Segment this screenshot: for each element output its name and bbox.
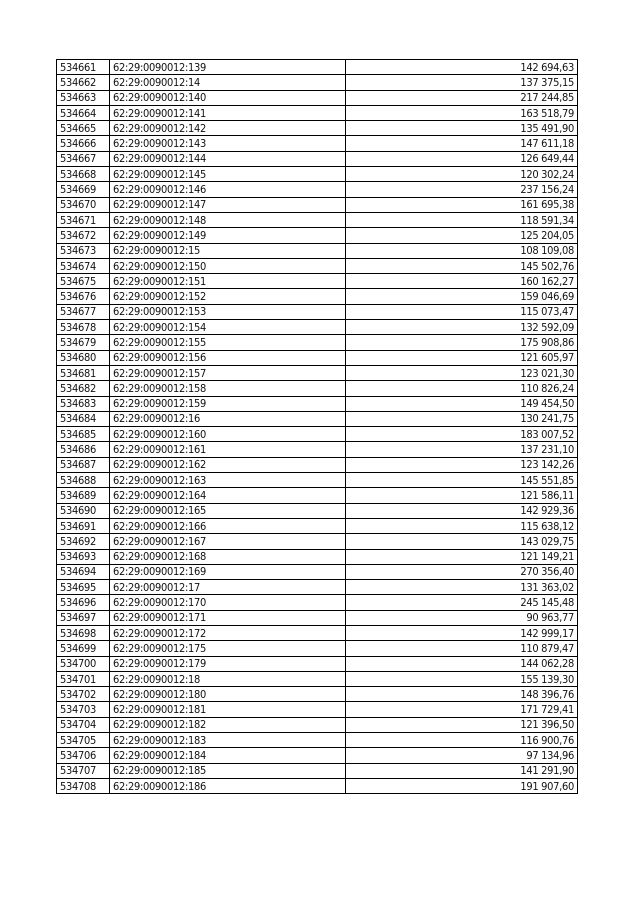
row-number: 534686 [57, 442, 110, 457]
cadastral-value: 143 029,75 [346, 534, 578, 549]
table-row [57, 136, 578, 151]
cadastral-number: 62:29:0090012:165 [110, 503, 346, 518]
row-number: 534663 [57, 90, 110, 105]
table-row [57, 564, 578, 579]
table-row [57, 687, 578, 702]
cadastral-value: 171 729,41 [346, 702, 578, 717]
cadastral-value: 191 907,60 [346, 778, 578, 793]
cadastral-number: 62:29:0090012:139 [110, 60, 346, 75]
row-number: 534698 [57, 625, 110, 640]
cadastral-number: 62:29:0090012:184 [110, 748, 346, 763]
table-row [57, 580, 578, 595]
cadastral-value: 121 396,50 [346, 717, 578, 732]
cadastral-value: 217 244,85 [346, 90, 578, 105]
row-number: 534678 [57, 320, 110, 335]
cadastral-number: 62:29:0090012:171 [110, 610, 346, 625]
cadastral-number: 62:29:0090012:152 [110, 289, 346, 304]
row-number: 534708 [57, 778, 110, 793]
cadastral-number: 62:29:0090012:15 [110, 243, 346, 258]
cadastral-value: 144 062,28 [346, 656, 578, 671]
cadastral-number: 62:29:0090012:180 [110, 687, 346, 702]
row-number: 534679 [57, 335, 110, 350]
cadastral-value: 97 134,96 [346, 748, 578, 763]
cadastral-number: 62:29:0090012:154 [110, 320, 346, 335]
row-number: 534664 [57, 105, 110, 120]
table-row [57, 396, 578, 411]
table-row [57, 167, 578, 182]
table-row [57, 503, 578, 518]
cadastral-value: 137 375,15 [346, 75, 578, 90]
cadastral-number: 62:29:0090012:164 [110, 488, 346, 503]
row-number: 534706 [57, 748, 110, 763]
cadastral-value: 110 879,47 [346, 641, 578, 656]
cadastral-number: 62:29:0090012:148 [110, 212, 346, 227]
row-number: 534662 [57, 75, 110, 90]
row-number: 534672 [57, 228, 110, 243]
row-number: 534669 [57, 182, 110, 197]
row-number: 534668 [57, 167, 110, 182]
table-row [57, 151, 578, 166]
cadastral-value: 245 145,48 [346, 595, 578, 610]
row-number: 534670 [57, 197, 110, 212]
cadastral-number: 62:29:0090012:17 [110, 580, 346, 595]
row-number: 534703 [57, 702, 110, 717]
cadastral-value: 125 204,05 [346, 228, 578, 243]
table-row [57, 258, 578, 273]
row-number: 534671 [57, 212, 110, 227]
cadastral-number: 62:29:0090012:169 [110, 564, 346, 579]
row-number: 534677 [57, 304, 110, 319]
table-row [57, 90, 578, 105]
table-row [57, 411, 578, 426]
row-number: 534705 [57, 733, 110, 748]
cadastral-number: 62:29:0090012:14 [110, 75, 346, 90]
cadastral-number: 62:29:0090012:182 [110, 717, 346, 732]
cadastral-number: 62:29:0090012:162 [110, 457, 346, 472]
cadastral-value: 115 638,12 [346, 518, 578, 533]
cadastral-number: 62:29:0090012:141 [110, 105, 346, 120]
row-number: 534699 [57, 641, 110, 656]
cadastral-value: 108 109,08 [346, 243, 578, 258]
cadastral-number: 62:29:0090012:145 [110, 167, 346, 182]
table-row [57, 350, 578, 365]
row-number: 534689 [57, 488, 110, 503]
cadastral-value: 132 592,09 [346, 320, 578, 335]
cadastral-value: 116 900,76 [346, 733, 578, 748]
row-number: 534697 [57, 610, 110, 625]
cadastral-number: 62:29:0090012:143 [110, 136, 346, 151]
table-row [57, 656, 578, 671]
table-row [57, 748, 578, 763]
table-row [57, 717, 578, 732]
cadastral-value: 131 363,02 [346, 580, 578, 595]
table-row [57, 549, 578, 564]
cadastral-number: 62:29:0090012:167 [110, 534, 346, 549]
cadastral-value: 142 694,63 [346, 60, 578, 75]
row-number: 534702 [57, 687, 110, 702]
row-number: 534694 [57, 564, 110, 579]
table-row [57, 105, 578, 120]
table-row [57, 473, 578, 488]
table-row [57, 518, 578, 533]
cadastral-value: 149 454,50 [346, 396, 578, 411]
table-row [57, 778, 578, 793]
row-number: 534681 [57, 365, 110, 380]
cadastral-number: 62:29:0090012:18 [110, 671, 346, 686]
cadastral-value: 137 231,10 [346, 442, 578, 457]
cadastral-number: 62:29:0090012:179 [110, 656, 346, 671]
cadastral-value: 130 241,75 [346, 411, 578, 426]
row-number: 534696 [57, 595, 110, 610]
cadastral-number: 62:29:0090012:160 [110, 427, 346, 442]
cadastral-number: 62:29:0090012:142 [110, 121, 346, 136]
cadastral-number: 62:29:0090012:147 [110, 197, 346, 212]
cadastral-value: 115 073,47 [346, 304, 578, 319]
cadastral-number: 62:29:0090012:166 [110, 518, 346, 533]
cadastral-value: 145 551,85 [346, 473, 578, 488]
cadastral-value: 155 139,30 [346, 671, 578, 686]
table-row [57, 121, 578, 136]
table-row [57, 457, 578, 472]
cadastral-value: 121 605,97 [346, 350, 578, 365]
row-number: 534665 [57, 121, 110, 136]
cadastral-value: 141 291,90 [346, 763, 578, 778]
row-number: 534680 [57, 350, 110, 365]
cadastral-value: 135 491,90 [346, 121, 578, 136]
cadastral-value: 110 826,24 [346, 381, 578, 396]
cadastral-value: 118 591,34 [346, 212, 578, 227]
table-row [57, 243, 578, 258]
row-number: 534682 [57, 381, 110, 396]
cadastral-number: 62:29:0090012:163 [110, 473, 346, 488]
cadastral-value: 147 611,18 [346, 136, 578, 151]
cadastral-value: 120 302,24 [346, 167, 578, 182]
row-number: 534693 [57, 549, 110, 564]
row-number: 534692 [57, 534, 110, 549]
cadastral-value: 90 963,77 [346, 610, 578, 625]
cadastral-number: 62:29:0090012:153 [110, 304, 346, 319]
table-row [57, 488, 578, 503]
row-number: 534700 [57, 656, 110, 671]
table-row [57, 228, 578, 243]
row-number: 534690 [57, 503, 110, 518]
row-number: 534695 [57, 580, 110, 595]
cadastral-number: 62:29:0090012:181 [110, 702, 346, 717]
cadastral-number: 62:29:0090012:150 [110, 258, 346, 273]
cadastral-value: 123 142,26 [346, 457, 578, 472]
table-row [57, 442, 578, 457]
table-row [57, 304, 578, 319]
cadastral-number: 62:29:0090012:155 [110, 335, 346, 350]
cadastral-value: 237 156,24 [346, 182, 578, 197]
cadastral-value: 142 999,17 [346, 625, 578, 640]
cadastral-number: 62:29:0090012:161 [110, 442, 346, 457]
row-number: 534691 [57, 518, 110, 533]
cadastral-value: 270 356,40 [346, 564, 578, 579]
table-row [57, 671, 578, 686]
table-row [57, 212, 578, 227]
row-number: 534666 [57, 136, 110, 151]
cadastral-number: 62:29:0090012:168 [110, 549, 346, 564]
cadastral-number: 62:29:0090012:16 [110, 411, 346, 426]
cadastral-value: 161 695,38 [346, 197, 578, 212]
cadastral-value: 160 162,27 [346, 274, 578, 289]
cadastral-value: 145 502,76 [346, 258, 578, 273]
cadastral-value: 126 649,44 [346, 151, 578, 166]
row-number: 534701 [57, 671, 110, 686]
row-number: 534683 [57, 396, 110, 411]
table-row [57, 197, 578, 212]
row-number: 534673 [57, 243, 110, 258]
row-number: 534684 [57, 411, 110, 426]
table-row [57, 641, 578, 656]
table-row [57, 427, 578, 442]
table-row [57, 320, 578, 335]
table-row [57, 75, 578, 90]
cadastral-value-table [56, 59, 578, 794]
row-number: 534661 [57, 60, 110, 75]
cadastral-value: 123 021,30 [346, 365, 578, 380]
cadastral-number: 62:29:0090012:159 [110, 396, 346, 411]
row-number: 534685 [57, 427, 110, 442]
cadastral-value: 175 908,86 [346, 335, 578, 350]
table-row [57, 182, 578, 197]
row-number: 534674 [57, 258, 110, 273]
cadastral-number: 62:29:0090012:157 [110, 365, 346, 380]
cadastral-number: 62:29:0090012:185 [110, 763, 346, 778]
cadastral-value: 121 586,11 [346, 488, 578, 503]
table-row [57, 610, 578, 625]
table-row [57, 702, 578, 717]
table-row [57, 763, 578, 778]
row-number: 534667 [57, 151, 110, 166]
cadastral-value: 159 046,69 [346, 289, 578, 304]
cadastral-value: 148 396,76 [346, 687, 578, 702]
cadastral-number: 62:29:0090012:158 [110, 381, 346, 396]
cadastral-number: 62:29:0090012:186 [110, 778, 346, 793]
table-row [57, 365, 578, 380]
cadastral-value: 121 149,21 [346, 549, 578, 564]
table-row [57, 335, 578, 350]
table-row [57, 595, 578, 610]
table-row [57, 60, 578, 75]
cadastral-number: 62:29:0090012:149 [110, 228, 346, 243]
cadastral-number: 62:29:0090012:151 [110, 274, 346, 289]
cadastral-number: 62:29:0090012:183 [110, 733, 346, 748]
row-number: 534688 [57, 473, 110, 488]
cadastral-number: 62:29:0090012:175 [110, 641, 346, 656]
cadastral-value: 183 007,52 [346, 427, 578, 442]
table-row [57, 274, 578, 289]
cadastral-number: 62:29:0090012:140 [110, 90, 346, 105]
row-number: 534707 [57, 763, 110, 778]
row-number: 534675 [57, 274, 110, 289]
cadastral-number: 62:29:0090012:156 [110, 350, 346, 365]
cadastral-number: 62:29:0090012:146 [110, 182, 346, 197]
table-row [57, 733, 578, 748]
table-row [57, 534, 578, 549]
row-number: 534676 [57, 289, 110, 304]
table-row [57, 381, 578, 396]
cadastral-number: 62:29:0090012:170 [110, 595, 346, 610]
cadastral-number: 62:29:0090012:172 [110, 625, 346, 640]
table-row [57, 625, 578, 640]
cadastral-value: 142 929,36 [346, 503, 578, 518]
table-body [57, 60, 578, 794]
row-number: 534687 [57, 457, 110, 472]
cadastral-value: 163 518,79 [346, 105, 578, 120]
row-number: 534704 [57, 717, 110, 732]
cadastral-number: 62:29:0090012:144 [110, 151, 346, 166]
table-row [57, 289, 578, 304]
